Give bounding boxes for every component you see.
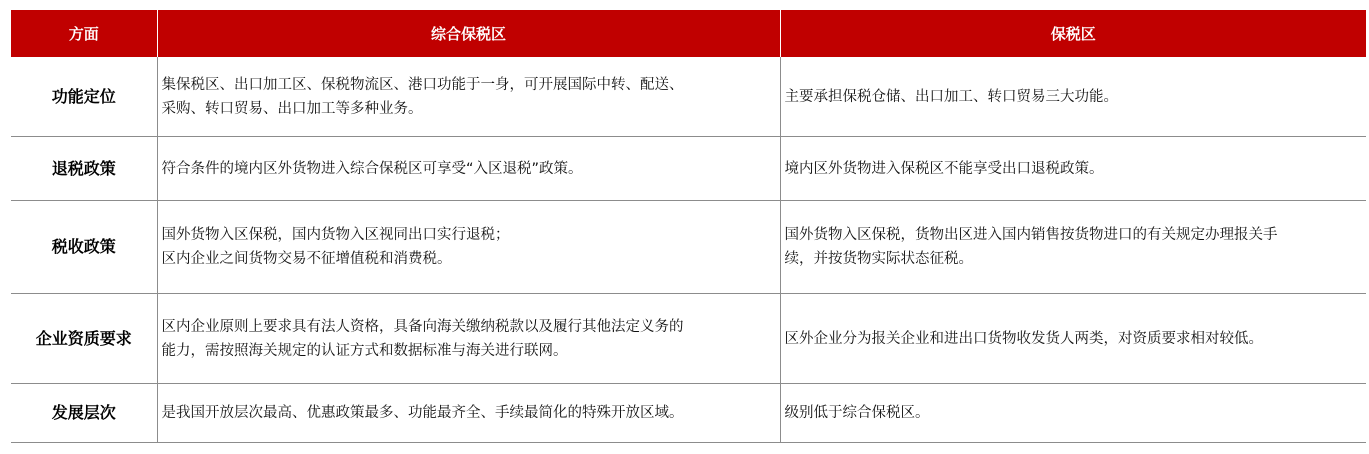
header-baoshui: 保税区	[780, 10, 1366, 57]
row-aspect: 税收政策	[11, 201, 157, 294]
cell-baoshui	[780, 384, 1366, 443]
cell-zonghe	[157, 384, 780, 443]
cell-baoshui	[780, 294, 1366, 384]
cell-line: 级别低于综合保税区。	[784, 405, 930, 421]
row-aspect: 退税政策	[11, 137, 157, 201]
cell-line: 国外货物入区保税，货物出区进入国内销售按货物进口的有关规定办理报关手	[784, 227, 1278, 243]
cell-line: 符合条件的境内区外货物进入综合保税区可享受“入区退税”政策。	[161, 160, 583, 177]
cell-line: 区内企业之间货物交易不征增值税和消费税。	[161, 251, 452, 267]
cell-zonghe	[157, 137, 780, 201]
table-header	[11, 10, 1366, 57]
comparison-table	[11, 10, 1366, 443]
cell-line: 集保税区、出口加工区、保税物流区、港口功能于一身，可开展国际中转、配送、	[161, 76, 684, 93]
row-aspect: 企业资质要求	[11, 294, 157, 384]
row-aspect: 功能定位	[11, 57, 157, 137]
cell-line: 是我国开放层次最高、优惠政策最多、功能最齐全、手续最简化的特殊开放区域。	[161, 405, 684, 421]
table-row	[11, 384, 1366, 443]
cell-baoshui	[780, 201, 1366, 294]
table-row	[11, 294, 1366, 384]
table-row	[11, 137, 1366, 201]
cell-line: 国外货物入区保税，国内货物入区视同出口实行退税；	[161, 227, 510, 243]
cell-line: 能力，需按照海关规定的认证方式和数据标准与海关进行联网。	[161, 342, 568, 359]
header-zonghe: 综合保税区	[157, 10, 780, 57]
cell-line: 区内企业原则上要求具有法人资格，具备向海关缴纳税款以及履行其他法定义务的	[161, 318, 684, 335]
cell-zonghe	[157, 294, 780, 384]
cell-line: 主要承担保税仓储、出口加工、转口贸易三大功能。	[784, 88, 1118, 105]
cell-zonghe	[157, 201, 780, 294]
table-row	[11, 201, 1366, 294]
comparison-table-container	[11, 10, 1366, 443]
row-aspect: 发展层次	[11, 384, 157, 443]
cell-baoshui	[780, 137, 1366, 201]
cell-baoshui	[780, 57, 1366, 137]
table-body	[11, 57, 1366, 443]
cell-line: 境内区外货物进入保税区不能享受出口退税政策。	[784, 160, 1104, 177]
cell-line: 区外企业分为报关企业和进出口货物收发货人两类，对资质要求相对较低。	[784, 330, 1263, 347]
cell-line: 续，并按货物实际状态征税。	[784, 251, 973, 267]
header-aspect: 方面	[11, 10, 157, 57]
table-row	[11, 57, 1366, 137]
header-row	[11, 10, 1366, 57]
cell-line: 采购、转口贸易、出口加工等多种业务。	[161, 100, 423, 117]
cell-zonghe	[157, 57, 780, 137]
